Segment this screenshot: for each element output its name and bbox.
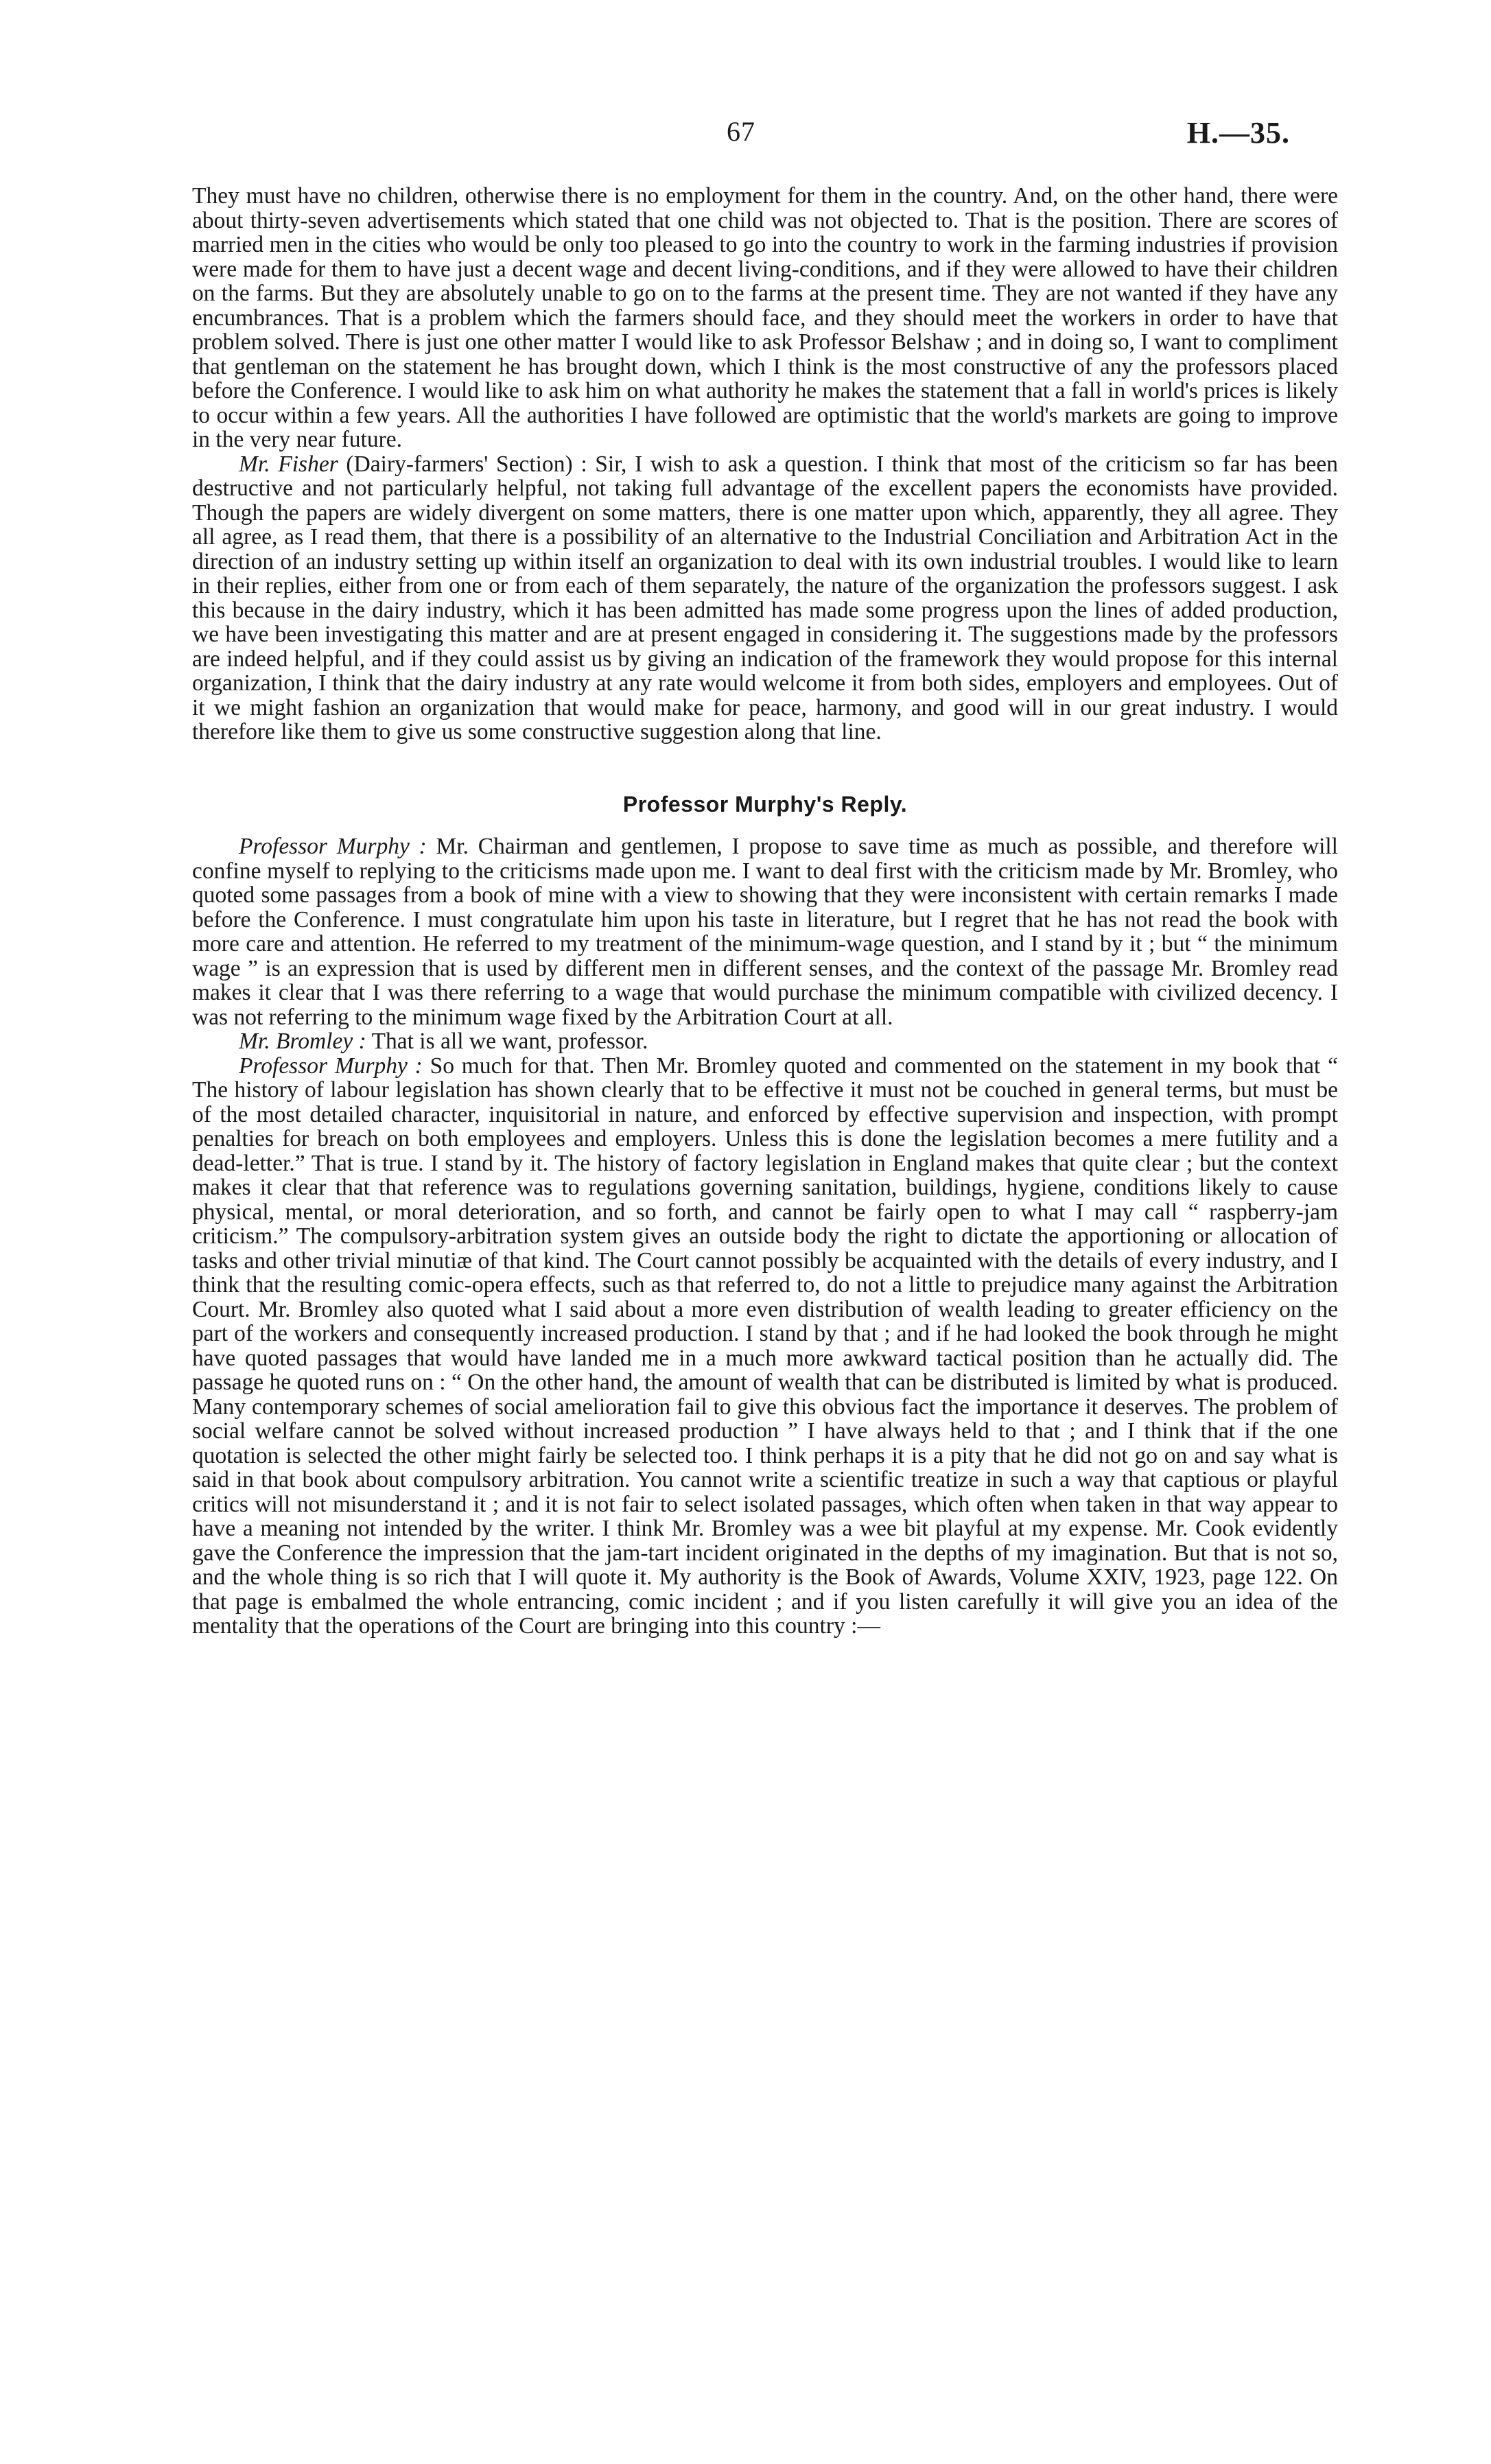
paragraph-continuation — [192, 184, 1338, 452]
paragraph-fisher — [192, 452, 1338, 744]
speaker-name: Professor Murphy : — [239, 1053, 423, 1079]
page-number: 67 — [727, 116, 755, 147]
paragraph-murphy-1 — [192, 834, 1338, 1029]
paragraph-text: So much for that. Then Mr. Bromley quoted and commented on the statement in my book that “ The history of labour legislation has shown clearly that to be effective it must not be couched in general terms, but must be of the most detailed character, inquisitorial in nature, and enforced by effective supervision and inspection, with prompt penalties for breach on both employees and employers. Unless this is done the legislation becomes a mere futility and a dead-letter.” That is true. I stand by it. The history of factory legislation in England makes that quite clear ; but the context makes it clear that that reference was to regulations governing sanitation, buildings, hygiene, conditions likely to cause physical, mental, or moral deterioration, and so forth, and cannot be fairly open to what I may call “ raspberry-jam criticism.” The compulsory-arbitration system gives an outside body the right to dictate the apportioning or allocation of tasks and other trivial minutiæ of that kind. The Court cannot possibly be acquainted with the details of every industry, and I think that the resulting comic-opera effects, such as that referred to, do not a little to prejudice many against the Arbitration Court. Mr. Bromley also quoted what I said about a more even distribution of wealth leading to greater efficiency on the part of the workers and consequently increased production. I stand by that ; and if he had looked the book through he might have quoted passages that would have landed me in a much more awkward tactical position than he actually did. The passage he quoted runs on : “ On the other hand, the amount of wealth that can be distributed is limited by what is produced. Many contemporary schemes of social amelioration fail to give this obvious fact the importance it deserves. The problem of social welfare cannot be solved without increased production ” I have always held to that ; and I think that if the one quotation is selected the other might fairly be selected too. I think perhaps it is a pity that he did not go on and say what is said in that book about compulsory arbitration. You cannot write a scientific treatize in such a way that captious or playful critics will not misunderstand it ; and it is not fair to select isolated passages, which often when taken in that way appear to have a meaning not intended by the writer. I think Mr. Bromley was a wee bit playful at my expense. Mr. Cook evidently gave the Conference the impression that the jam-tart incident originated in the depths of my imagination. But that is not so, and the whole thing is so rich that I will quote it. My authority is the Book of Awards, Volume XXIV, 1923, page 122. On that page is embalmed the whole entrancing, comic incident ; and if you listen carefully it will give you an idea of the mentality that the operations of the Court are bringing into this country :— — [192, 1053, 1339, 1639]
page-header — [192, 115, 1290, 156]
paragraph-text: They must have no children, otherwise there is no employment for them in the country. And, on the other hand, there were about thirty-seven advertisements which stated that one child was not objected to. That is the position. There are scores of married men in the cities who would be only too pleased to go into the country to work in the farming industries if provision were made for them to have just a decent wage and decent living-conditions, and if they were allowed to have their children on the farms. But they are absolutely unable to go on to the farms at the present time. They are not wanted if they have any encumbrances. That is a problem which the farmers should face, and they should meet the workers in order to have that problem solved. There is just one other matter I would like to ask Professor Belshaw ; and in doing so, I want to compliment that gentleman on the statement he has brought down, which I think is the most constructive of any the professors placed before the Conference. I would like to ask him on what authority he makes the statement that a fall in world's prices is likely to occur within a few years. All the authorities I have followed are optimistic that the world's markets are going to improve in the very near future. — [192, 183, 1338, 452]
document-reference: H.—35. — [1186, 116, 1290, 150]
paragraph-text: That is all we want, professor. — [366, 1029, 648, 1054]
speaker-name: Professor Murphy : — [239, 834, 427, 859]
paragraph-bromley — [192, 1029, 1338, 1054]
paragraph-text: Mr. Chairman and gentlemen, I propose to save time as much as possible, and therefore will confine myself to replying to the criticisms made upon me. I want to deal first with the criticism made by Mr. Bromley, who quoted some passages from a book of mine with a view to showing that they were inconsistent with certain remarks I made before the Conference. I must congratulate him upon his taste in literature, but I regret that he has not read the book with more care and attention. He referred to my treatment of the minimum-wage question, and I stand by it ; but “ the minimum wage ” is an expression that is used by different men in different senses, and the context of the passage Mr. Bromley read makes it clear that I was there referring to a wage that would purchase the minimum compatible with civilized decency. I was not referring to the minimum wage fixed by the Arbitration Court at all. — [192, 834, 1338, 1030]
paragraph-text: (Dairy-farmers' Section) : Sir, I wish to ask a question. I think that most of the criticism so far has been destructive and not particularly helpful, not taking full advantage of the excellent papers the economists have provided. Though the papers are widely divergent on some matters, there is one matter upon which, apparently, they all agree. They all agree, as I read them, that there is a possibility of an alternative to the Industrial Conciliation and Arbitration Act in the direction of an industry setting up within itself an organization to deal with its own industrial troubles. I would like to learn in their replies, either from one or from each of them separately, the nature of the organization the professors suggest. I ask this because in the dairy industry, which it has been admitted has made some progress upon the lines of added production, we have been investigating this matter and are at present engaged in considering it. The suggestions made by the professors are indeed helpful, and if they could assist us by giving an indication of the framework they would propose for this internal organization, I think that the dairy industry at any rate would welcome it from both sides, employers and employees. Out of it we might fashion an organization that would make for peace, harmony, and good will in our great industry. I would therefore like them to give us some constructive suggestion along that line. — [192, 451, 1339, 744]
section-heading: Professor Murphy's Reply. — [622, 791, 908, 817]
speaker-name: Mr. Bromley : — [239, 1029, 366, 1054]
body-text — [192, 184, 1338, 1639]
speaker-name: Mr. Fisher — [239, 451, 338, 477]
paragraph-murphy-2 — [192, 1054, 1338, 1639]
